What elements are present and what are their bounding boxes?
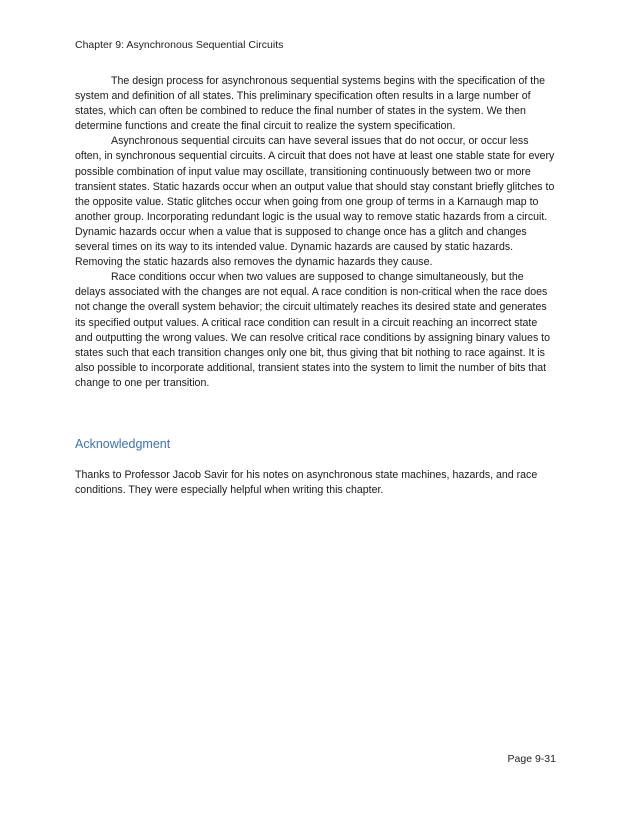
- acknowledgment-text: Thanks to Professor Jacob Savir for his notes on asynchronous state machines, hazards, and race conditions. They were especially helpful when writing this chapter.: [75, 469, 538, 497]
- running-header: Chapter 9: Asynchronous Sequential Circuits: [75, 39, 284, 51]
- paragraph-hazards: Asynchronous sequential circuits can have several issues that do not occur, or occur less often, in synchronous sequential circuits. A circuit that does not have at least one stable state for every possible combination of input value may oscillate, transitioning continuously between two or more transient states. Static hazards occur when an output value that should stay constant briefly glitches to the opposite value. Static glitches occur when going from one group of terms in a Karnaugh map to another group. Incorporating redundant logic is the usual way to remove static hazards from a circuit. Dynamic hazards occur when a value that is supposed to change once has a glitch and changes several times on its way to its intended value. Dynamic hazards are caused by static hazards. Removing the static hazards also removes the dynamic hazards they cause.: [75, 135, 555, 269]
- body-text: [75, 74, 557, 391]
- acknowledgment-heading: Acknowledgment: [75, 437, 171, 451]
- paragraph-design-process: The design process for asynchronous sequential systems begins with the specification of the system and definition of all states. This preliminary specification often results in a large number of states, which can often be combined to reduce the final number of states in the system. We then determine functions and create the final circuit to realize the system specification.: [75, 75, 545, 133]
- page-number: Page 9-31: [507, 753, 556, 765]
- paragraph-race-conditions: Race conditions occur when two values are supposed to change simultaneously, but the delays associated with the changes are not equal. A race condition is non-critical when the race does not change the overall system behavior; the circuit ultimately reaches its desired state and generates its specified output values. A critical race condition can result in a circuit reaching an incorrect state and outputting the wrong values. We can resolve critical race conditions by assigning binary values to states such that each transition changes only one bit, thus giving that bit nothing to race against. It is also possible to incorporate additional, transient states into the system to limit the number of bits that change to one per transition.: [75, 271, 551, 389]
